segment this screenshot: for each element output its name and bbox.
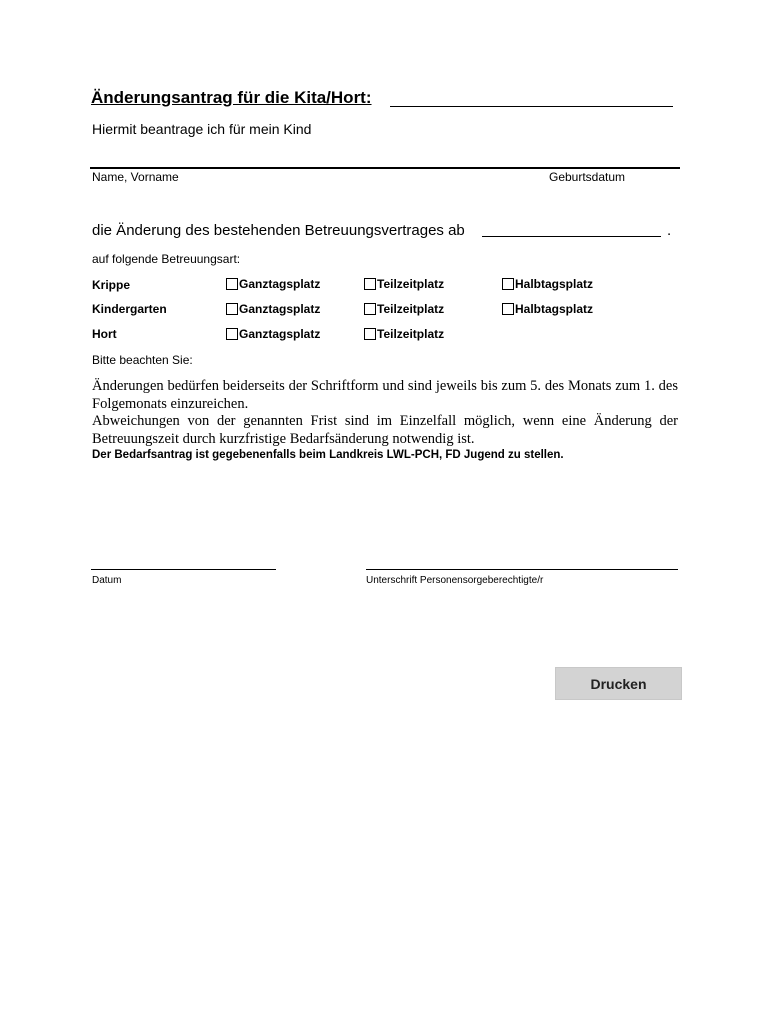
- checkbox[interactable]: [364, 303, 376, 315]
- change-date-field[interactable]: [482, 236, 661, 237]
- date-field-line[interactable]: [91, 569, 276, 570]
- row-label-hort: Hort: [92, 327, 117, 341]
- birthdate-label: Geburtsdatum: [549, 170, 626, 184]
- option-krippe-halbtag[interactable]: [502, 277, 593, 291]
- notice-paragraph-2: Abweichungen von der genannten Frist sind im Einzelfall möglich, wenn eine Änderung der Betreuungszeit durch kurzfristige Bedarfsänderung notwendig ist.: [92, 413, 678, 447]
- date-label: Datum: [92, 575, 122, 586]
- option-krippe-ganztag[interactable]: [226, 277, 320, 291]
- option-kindergarten-ganztag[interactable]: [226, 302, 320, 316]
- title-underline: [390, 106, 673, 107]
- option-hort-teilzeit[interactable]: [364, 327, 444, 341]
- row-label-krippe: Krippe: [92, 278, 131, 292]
- checkbox[interactable]: [226, 303, 238, 315]
- change-text: die Änderung des bestehenden Betreuungsvertrages ab: [92, 222, 465, 239]
- option-label: Halbtagsplatz: [515, 302, 594, 316]
- print-button[interactable]: Drucken: [555, 667, 682, 700]
- option-label: Ganztagsplatz: [239, 277, 321, 291]
- option-krippe-teilzeit[interactable]: [364, 277, 444, 291]
- option-label: Teilzeitplatz: [377, 302, 445, 316]
- option-kindergarten-halbtag[interactable]: [502, 302, 593, 316]
- intro-text: Hiermit beantrage ich für mein Kind: [92, 121, 312, 137]
- option-label: Teilzeitplatz: [377, 277, 445, 291]
- signature-label: Unterschrift Personensorgeberechtigte/r: [366, 575, 544, 586]
- form-title: Änderungsantrag für die Kita/Hort:: [91, 88, 372, 107]
- notice-text: [92, 378, 678, 448]
- signature-field-line[interactable]: [366, 569, 678, 570]
- checkbox[interactable]: [226, 278, 238, 290]
- notice-paragraph-1: Änderungen bedürfen beiderseits der Schriftform und sind jeweils bis zum 5. des Monats zum 1. des Folgemonats einzureichen.: [92, 378, 678, 412]
- checkbox[interactable]: [502, 303, 514, 315]
- option-label: Halbtagsplatz: [515, 277, 594, 291]
- checkbox[interactable]: [502, 278, 514, 290]
- checkbox[interactable]: [364, 278, 376, 290]
- option-hort-ganztag[interactable]: [226, 327, 320, 341]
- row-label-kindergarten: Kindergarten: [92, 302, 167, 316]
- change-period: .: [667, 222, 672, 239]
- checkbox[interactable]: [226, 328, 238, 340]
- option-label: Ganztagsplatz: [239, 327, 321, 341]
- notice-heading: Bitte beachten Sie:: [92, 353, 193, 367]
- care-type-label: auf folgende Betreuungsart:: [92, 252, 241, 266]
- notice-bold: Der Bedarfsantrag ist gegebenenfalls beim Landkreis LWL-PCH, FD Jugend zu stellen.: [92, 449, 564, 461]
- option-label: Ganztagsplatz: [239, 302, 321, 316]
- name-label: Name, Vorname: [92, 170, 179, 184]
- name-field-line[interactable]: [90, 167, 680, 169]
- option-label: Teilzeitplatz: [377, 327, 445, 341]
- checkbox[interactable]: [364, 328, 376, 340]
- option-kindergarten-teilzeit[interactable]: [364, 302, 444, 316]
